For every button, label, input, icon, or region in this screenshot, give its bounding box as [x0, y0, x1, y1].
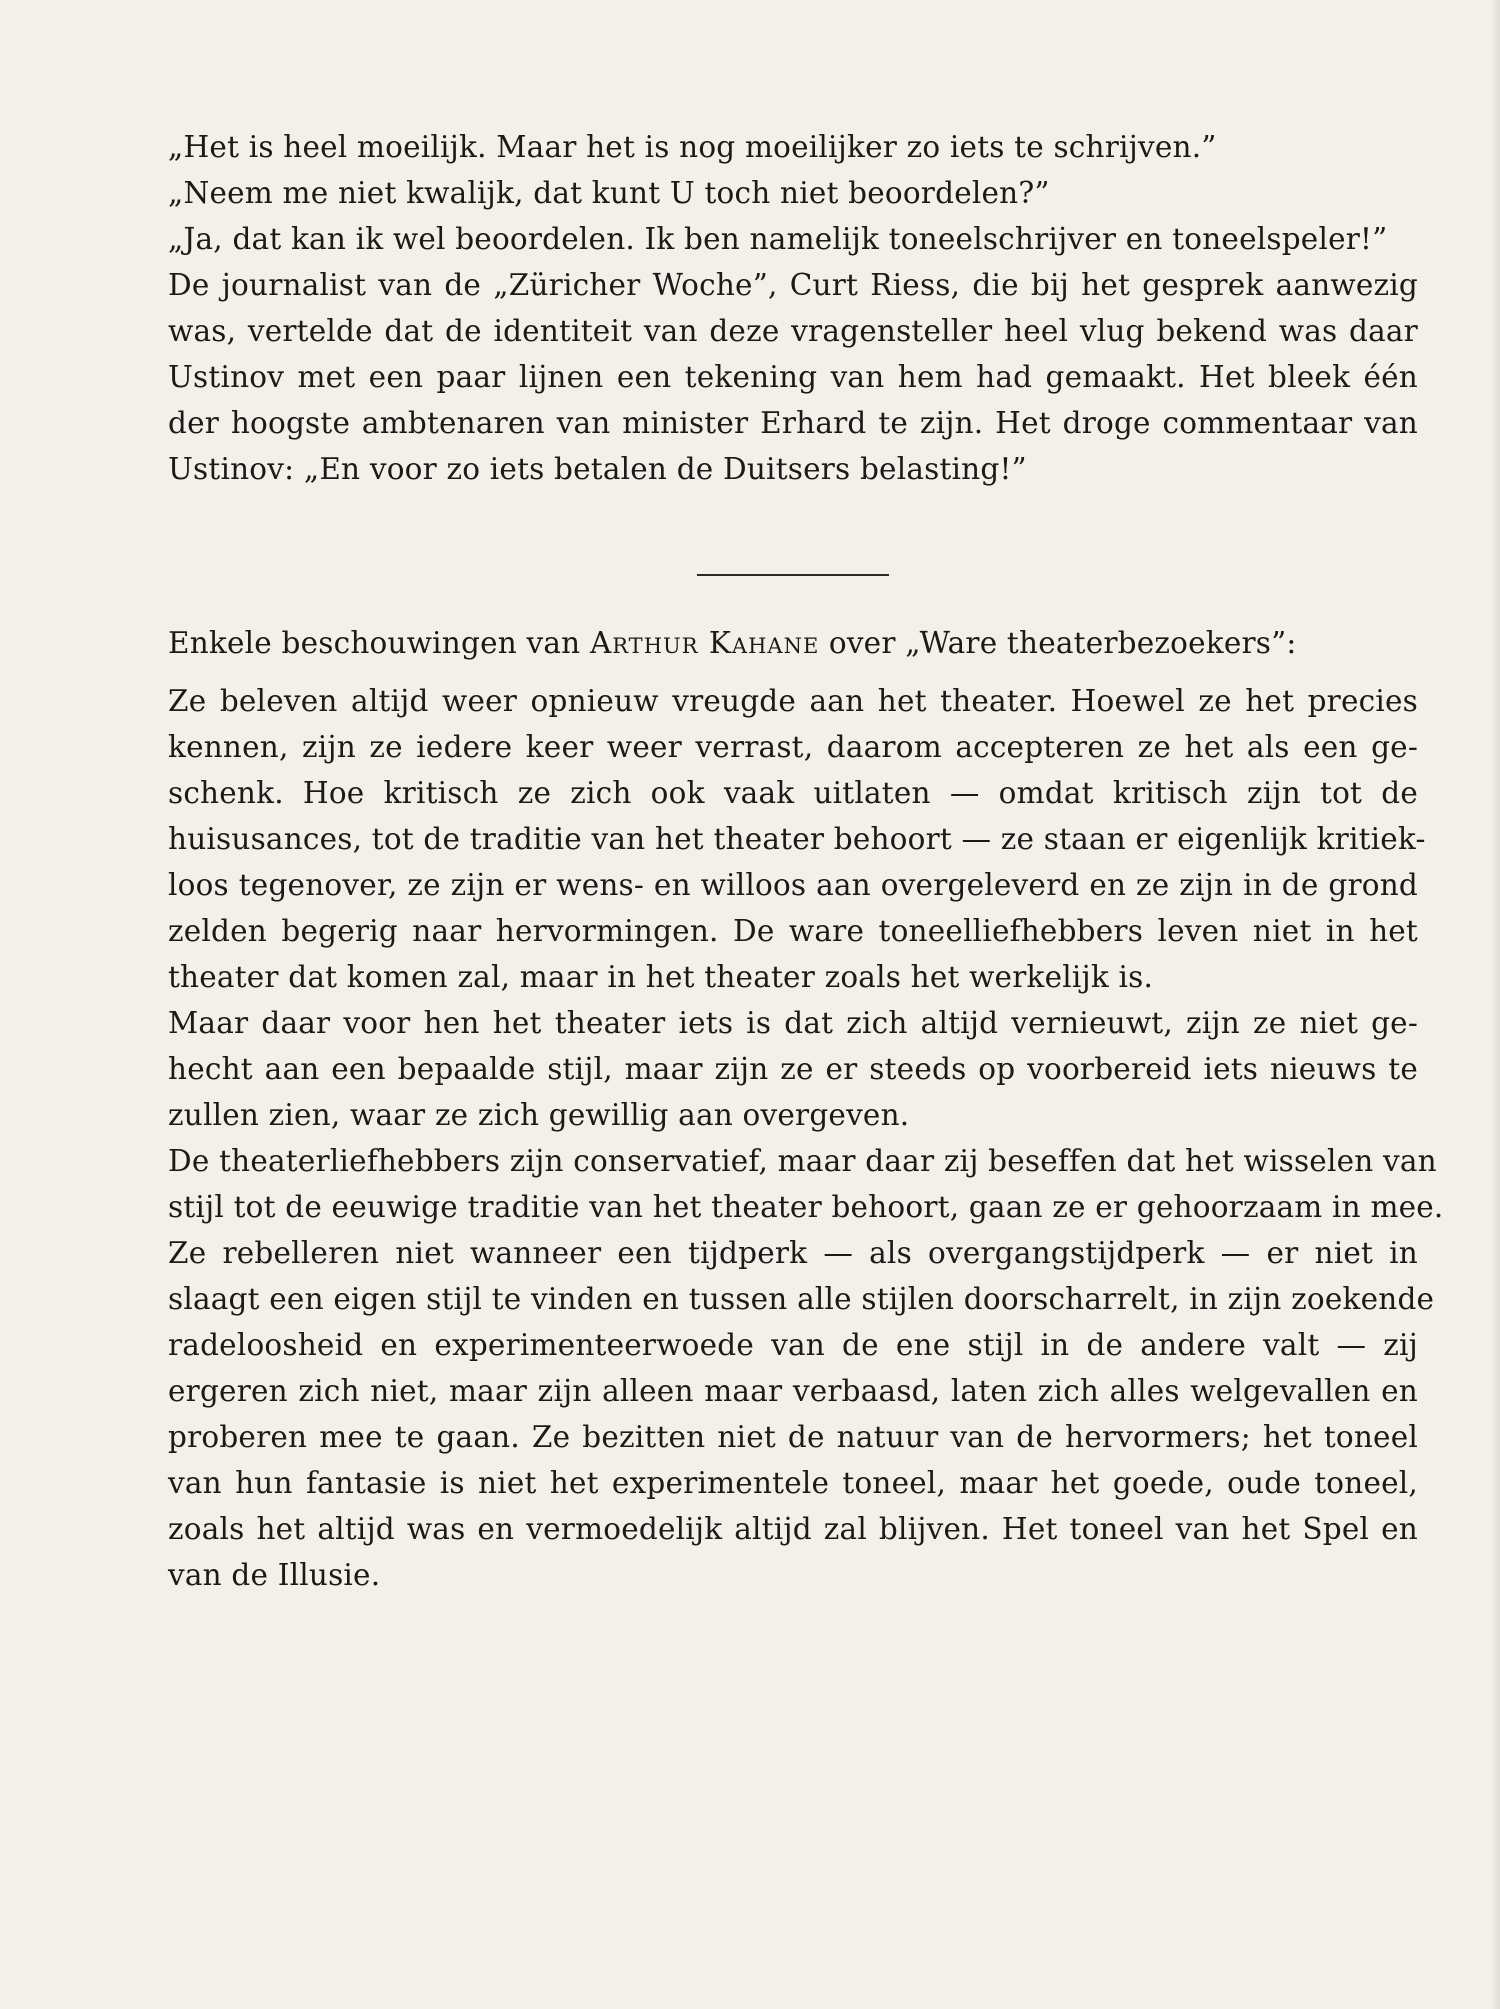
anecdote-line: was, vertelde dat de identiteit van deze vragensteller heel vlug bekend was daar: [168, 314, 1418, 348]
paragraph-line: radeloosheid en experimenteerwoede van de ene stijl in de andere valt — zij: [168, 1328, 1418, 1362]
paragraph-line: zoals het altijd was en vermoedelijk altijd zal blijven. Het toneel van het Spel en: [168, 1512, 1418, 1546]
spacer: [168, 666, 1418, 678]
paragraph-line: schenk. Hoe kritisch ze zich ook vaak uitlaten — omdat kritisch zijn tot de: [168, 776, 1418, 810]
page-edge-shadow: [1490, 0, 1500, 2009]
paragraph-line: zullen zien, waar ze zich gewillig aan overgeven.: [168, 1098, 910, 1132]
paragraph-line: ergeren zich niet, maar zijn alleen maar verbaasd, laten zich alles welgevallen en: [168, 1374, 1418, 1408]
anecdote-line: der hoogste ambtenaren van minister Erhard te zijn. Het droge commentaar van: [168, 406, 1418, 440]
paragraph-line: kennen, zijn ze iedere keer weer verrast, daarom accepteren ze het als een ge-: [168, 730, 1418, 764]
dialogue-line: „Ja, dat kan ik wel beoordelen. Ik ben namelijk toneelschrijver en toneelspeler!”: [168, 222, 1388, 256]
anecdote-line: Ustinov met een paar lijnen een tekening van hem had gemaakt. Het bleek één: [168, 360, 1418, 394]
intro-text: over „Ware theaterbezoekers”:: [819, 626, 1297, 660]
paragraph-line: proberen mee te gaan. Ze bezitten niet de natuur van de hervormers; het toneel: [168, 1420, 1418, 1454]
section-divider: [697, 574, 889, 576]
paragraph-line: Ze beleven altijd weer opnieuw vreugde aan het theater. Hoewel ze het precies: [168, 684, 1418, 718]
paragraph-line: stijl tot de eeuwige traditie van het theater behoort, gaan ze er gehoorzaam in mee.: [168, 1190, 1444, 1224]
section-intro: [168, 620, 1418, 666]
paragraph-line: loos tegenover, ze zijn er wens- en willoos aan overgeleverd en ze zijn in de grond: [168, 868, 1418, 902]
paragraph-line: van hun fantasie is niet het experimentele toneel, maar het goede, oude toneel,: [168, 1466, 1418, 1500]
paragraph-line: hecht aan een bepaalde stijl, maar zijn ze er steeds op voorbereid iets nieuws te: [168, 1052, 1418, 1086]
dialogue-line: „Het is heel moeilijk. Maar het is nog moeilijker zo iets te schrijven.”: [168, 130, 1217, 164]
anecdote-line: Ustinov: „En voor zo iets betalen de Duitsers belasting!”: [168, 452, 1027, 486]
paragraph-line: van de Illusie.: [168, 1558, 381, 1592]
paragraph-line: Ze rebelleren niet wanneer een tijdperk — als overgangstijdperk — er niet in: [168, 1236, 1418, 1270]
paragraph-line: zelden begerig naar hervormingen. De ware toneelliefhebbers leven niet in het: [168, 914, 1418, 948]
paragraph-line: theater dat komen zal, maar in het theater zoals het werkelijk is.: [168, 960, 1154, 994]
author-name: Arthur Kahane: [589, 626, 820, 660]
paragraph-line: Maar daar voor hen het theater iets is dat zich altijd vernieuwt, zijn ze niet ge-: [168, 1006, 1418, 1040]
intro-text: Enkele beschouwingen van: [168, 626, 590, 660]
paragraph-line: huisusances, tot de traditie van het theater behoort — ze staan er eigenlijk kritiek-: [168, 822, 1426, 856]
dialogue-line: „Neem me niet kwalijk, dat kunt U toch niet beoordelen?”: [168, 176, 1050, 210]
page-text: [168, 124, 1444, 1598]
paragraph-line: slaagt een eigen stijl te vinden en tussen alle stijlen doorscharrelt, in zijn zoekende: [168, 1282, 1435, 1316]
anecdote-line: De journalist van de „Züricher Woche”, Curt Riess, die bij het gesprek aanwezig: [168, 268, 1418, 302]
paragraph-line: De theaterliefhebbers zijn conservatief, maar daar zij beseffen dat het wisselen van: [168, 1144, 1437, 1178]
section-spacer: [168, 492, 1418, 620]
